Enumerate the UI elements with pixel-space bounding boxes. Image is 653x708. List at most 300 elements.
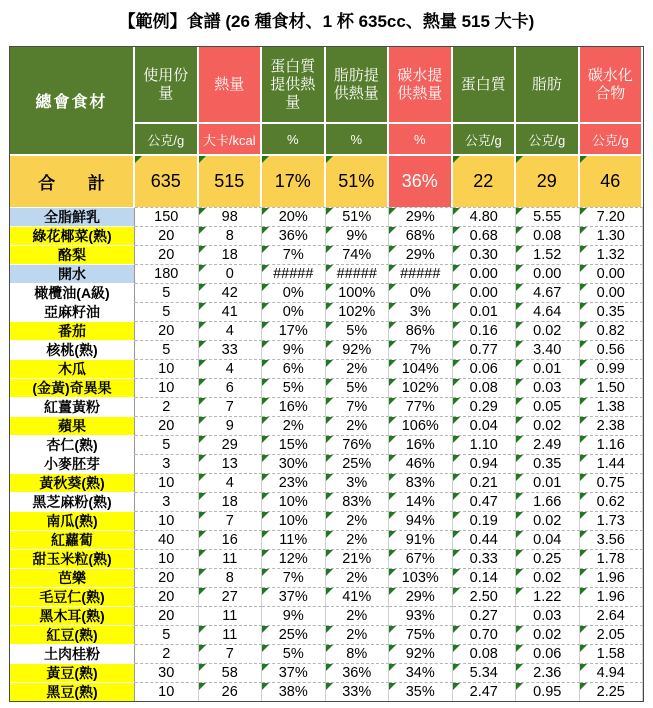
value-cell: 0%	[262, 302, 326, 321]
value-cell: 2	[135, 644, 199, 663]
header-fat-energy-pct: 脂肪提供熱量	[326, 47, 390, 122]
value-cell: 0.95	[516, 682, 580, 701]
total-value: 51%	[326, 154, 390, 207]
comment-marker	[389, 303, 396, 310]
value-cell: 21%	[326, 549, 390, 568]
value-cell: 20	[135, 416, 199, 435]
food-name-cell: 紅豆(熟)	[10, 625, 135, 644]
comment-marker	[199, 683, 206, 690]
comment-marker	[453, 683, 460, 690]
comment-marker	[326, 493, 333, 500]
comment-marker	[453, 493, 460, 500]
value-cell: 0.29	[453, 397, 517, 416]
comment-marker	[516, 398, 523, 405]
value-cell: 42	[199, 283, 263, 302]
comment-marker	[516, 284, 523, 291]
comment-marker	[580, 246, 587, 253]
food-name-cell: 綠花椰菜(熟)	[10, 226, 135, 245]
comment-marker	[453, 227, 460, 234]
value-cell: 1.52	[516, 245, 580, 264]
comment-marker	[516, 156, 523, 163]
comment-marker	[453, 303, 460, 310]
value-cell: 0	[199, 264, 263, 283]
comment-marker	[389, 417, 396, 424]
value-cell: 92%	[326, 340, 390, 359]
food-name-cell: 黃豆(熟)	[10, 663, 135, 682]
unit-carb-energy-pct: %	[389, 122, 453, 154]
comment-marker	[199, 379, 206, 386]
comment-marker	[262, 436, 269, 443]
value-cell: 6	[199, 378, 263, 397]
comment-marker	[389, 208, 396, 215]
value-cell: 9	[199, 416, 263, 435]
unit-protein-energy-pct: %	[262, 122, 326, 154]
comment-marker	[262, 265, 269, 272]
value-cell: 1.66	[516, 492, 580, 511]
value-cell: 0.02	[516, 625, 580, 644]
comment-marker	[580, 284, 587, 291]
comment-marker	[580, 360, 587, 367]
value-cell: 26	[199, 682, 263, 701]
header-carb-energy-pct: 碳水提供熱量	[389, 47, 453, 122]
comment-marker	[453, 322, 460, 329]
value-cell: 106%	[389, 416, 453, 435]
comment-marker	[262, 398, 269, 405]
comment-marker	[580, 569, 587, 576]
value-cell: 0.02	[516, 321, 580, 340]
food-name-cell: 南瓜(熟)	[10, 511, 135, 530]
comment-marker	[389, 531, 396, 538]
unit-portion: 公克/g	[135, 122, 199, 154]
value-cell: 3%	[326, 473, 390, 492]
comment-marker	[389, 436, 396, 443]
value-cell: 2.25	[580, 682, 644, 701]
comment-marker	[326, 474, 333, 481]
food-name-cell: 黑芝麻粉(熟)	[10, 492, 135, 511]
food-name-cell: 紅薑黃粉	[10, 397, 135, 416]
comment-marker	[326, 208, 333, 215]
comment-marker	[516, 246, 523, 253]
value-cell: 10	[135, 473, 199, 492]
value-cell: 2.64	[580, 606, 644, 625]
total-value: 29	[516, 154, 580, 207]
value-cell: 10	[135, 549, 199, 568]
value-cell: 77%	[389, 397, 453, 416]
value-cell: 2.47	[453, 682, 517, 701]
value-cell: 20	[135, 606, 199, 625]
value-cell: 2%	[326, 511, 390, 530]
unit-protein: 公克/g	[453, 122, 517, 154]
value-cell: 98	[199, 207, 263, 226]
value-cell: 0.44	[453, 530, 517, 549]
comment-marker	[199, 645, 206, 652]
value-cell: 20	[135, 568, 199, 587]
food-name-cell: 杏仁(熟)	[10, 435, 135, 454]
value-cell: 9%	[326, 226, 390, 245]
comment-marker	[262, 645, 269, 652]
comment-marker	[516, 208, 523, 215]
comment-marker	[326, 436, 333, 443]
value-cell: 10%	[262, 492, 326, 511]
comment-marker	[516, 626, 523, 633]
comment-marker	[262, 417, 269, 424]
value-cell: 0.33	[453, 549, 517, 568]
comment-marker	[516, 322, 523, 329]
comment-marker	[580, 303, 587, 310]
value-cell: 5	[135, 435, 199, 454]
value-cell: 33	[199, 340, 263, 359]
value-cell: 7%	[262, 245, 326, 264]
comment-marker	[326, 417, 333, 424]
comment-marker	[262, 208, 269, 215]
comment-marker	[453, 664, 460, 671]
value-cell: 75%	[389, 625, 453, 644]
comment-marker	[326, 322, 333, 329]
value-cell: 67%	[389, 549, 453, 568]
food-name-cell: 酪梨	[10, 245, 135, 264]
comment-marker	[389, 474, 396, 481]
value-cell: 23%	[262, 473, 326, 492]
comment-marker	[199, 227, 206, 234]
value-cell: 25%	[326, 454, 390, 473]
value-cell: 1.16	[580, 435, 644, 454]
value-cell: 7	[199, 397, 263, 416]
comment-marker	[135, 156, 142, 163]
value-cell: 0.01	[516, 473, 580, 492]
value-cell: 25%	[262, 625, 326, 644]
comment-marker	[580, 208, 587, 215]
value-cell: #####	[389, 264, 453, 283]
food-name-cell: (金黃)奇異果	[10, 378, 135, 397]
value-cell: 2	[135, 397, 199, 416]
comment-marker	[199, 493, 206, 500]
comment-marker	[199, 303, 206, 310]
comment-marker	[580, 550, 587, 557]
value-cell: 1.22	[516, 587, 580, 606]
value-cell: 0.08	[453, 378, 517, 397]
comment-marker	[199, 398, 206, 405]
value-cell: 6%	[262, 359, 326, 378]
value-cell: 0.01	[453, 302, 517, 321]
header-portion: 使用份量	[135, 47, 199, 122]
value-cell: 0.35	[580, 302, 644, 321]
comment-marker	[580, 417, 587, 424]
header-food-column: 總會食材	[10, 47, 135, 154]
comment-marker	[199, 550, 206, 557]
value-cell: 30%	[262, 454, 326, 473]
comment-marker	[516, 664, 523, 671]
value-cell: 20	[135, 226, 199, 245]
value-cell: 5%	[326, 378, 390, 397]
comment-marker	[262, 588, 269, 595]
value-cell: 34%	[389, 663, 453, 682]
comment-marker	[389, 512, 396, 519]
value-cell: 2%	[326, 359, 390, 378]
comment-marker	[389, 398, 396, 405]
value-cell: 0.35	[516, 454, 580, 473]
comment-marker	[389, 246, 396, 253]
value-cell: 0.30	[453, 245, 517, 264]
comment-marker	[516, 227, 523, 234]
value-cell: 91%	[389, 530, 453, 549]
comment-marker	[326, 626, 333, 633]
value-cell: 11%	[262, 530, 326, 549]
value-cell: 1.30	[580, 226, 644, 245]
comment-marker	[262, 512, 269, 519]
value-cell: 16	[199, 530, 263, 549]
comment-marker	[516, 341, 523, 348]
food-name-cell: 木瓜	[10, 359, 135, 378]
food-name-cell: 蘋果	[10, 416, 135, 435]
value-cell: 0.68	[453, 226, 517, 245]
value-cell: 83%	[326, 492, 390, 511]
comment-marker	[326, 379, 333, 386]
value-cell: 16%	[389, 435, 453, 454]
comment-marker	[199, 455, 206, 462]
comment-marker	[326, 683, 333, 690]
header-protein: 蛋白質	[453, 47, 517, 122]
comment-marker	[580, 322, 587, 329]
value-cell: 0.06	[453, 359, 517, 378]
comment-marker	[516, 493, 523, 500]
comment-marker	[326, 341, 333, 348]
comment-marker	[199, 265, 206, 272]
value-cell: 0.94	[453, 454, 517, 473]
value-cell: 2.36	[516, 663, 580, 682]
food-name-cell: 毛豆仁(熟)	[10, 587, 135, 606]
comment-marker	[326, 246, 333, 253]
value-cell: 0.03	[516, 378, 580, 397]
value-cell: 11	[199, 606, 263, 625]
value-cell: 7%	[326, 397, 390, 416]
comment-marker	[580, 493, 587, 500]
value-cell: 13	[199, 454, 263, 473]
value-cell: 0.05	[516, 397, 580, 416]
value-cell: 29%	[389, 587, 453, 606]
comment-marker	[453, 455, 460, 462]
comment-marker	[326, 398, 333, 405]
value-cell: 1.58	[580, 644, 644, 663]
comment-marker	[199, 208, 206, 215]
food-name-cell: 橄欖油(A級)	[10, 283, 135, 302]
value-cell: 5	[135, 340, 199, 359]
value-cell: 76%	[326, 435, 390, 454]
unit-carb: 公克/g	[580, 122, 644, 154]
food-name-cell: 土肉桂粉	[10, 644, 135, 663]
comment-marker	[580, 265, 587, 272]
comment-marker	[389, 626, 396, 633]
comment-marker	[262, 683, 269, 690]
comment-marker	[389, 455, 396, 462]
comment-marker	[389, 683, 396, 690]
comment-marker	[389, 322, 396, 329]
comment-marker	[199, 436, 206, 443]
total-value: 635	[135, 154, 199, 207]
total-value: 515	[199, 154, 263, 207]
food-name-cell: 番茄	[10, 321, 135, 340]
value-cell: 74%	[326, 245, 390, 264]
comment-marker	[453, 156, 460, 163]
value-cell: 4.64	[516, 302, 580, 321]
value-cell: 10	[135, 359, 199, 378]
value-cell: 0.04	[516, 530, 580, 549]
comment-marker	[580, 588, 587, 595]
comment-marker	[580, 156, 587, 163]
value-cell: 4	[199, 359, 263, 378]
value-cell: 68%	[389, 226, 453, 245]
value-cell: 35%	[389, 682, 453, 701]
comment-marker	[580, 626, 587, 633]
comment-marker	[516, 303, 523, 310]
value-cell: 7	[199, 511, 263, 530]
comment-marker	[262, 303, 269, 310]
comment-marker	[580, 664, 587, 671]
comment-marker	[199, 360, 206, 367]
value-cell: 0.00	[580, 264, 644, 283]
header-protein-energy-pct: 蛋白質提供熱量	[262, 47, 326, 122]
value-cell: 36%	[326, 663, 390, 682]
value-cell: 2.05	[580, 625, 644, 644]
comment-marker	[516, 588, 523, 595]
comment-marker	[453, 436, 460, 443]
comment-marker	[326, 227, 333, 234]
header-fat: 脂肪	[516, 47, 580, 122]
value-cell: 8	[199, 226, 263, 245]
food-name-cell: 紅蘿蔔	[10, 530, 135, 549]
value-cell: 0%	[262, 283, 326, 302]
total-value: 36%	[389, 154, 453, 207]
comment-marker	[199, 322, 206, 329]
comment-marker	[262, 455, 269, 462]
comment-marker	[199, 284, 206, 291]
comment-marker	[389, 379, 396, 386]
food-name-cell: 甜玉米粒(熟)	[10, 549, 135, 568]
value-cell: 3	[135, 492, 199, 511]
value-cell: 29%	[389, 207, 453, 226]
value-cell: 7%	[389, 340, 453, 359]
comment-marker	[262, 626, 269, 633]
value-cell: 0.14	[453, 568, 517, 587]
comment-marker	[199, 664, 206, 671]
header-carb: 碳水化合物	[580, 47, 644, 122]
value-cell: 2.50	[453, 587, 517, 606]
comment-marker	[453, 531, 460, 538]
value-cell: 3.56	[580, 530, 644, 549]
comment-marker	[389, 550, 396, 557]
value-cell: 0.19	[453, 511, 517, 530]
value-cell: 1.38	[580, 397, 644, 416]
value-cell: 93%	[389, 606, 453, 625]
value-cell: 20	[135, 245, 199, 264]
value-cell: #####	[262, 264, 326, 283]
food-name-cell: 黑木耳(熟)	[10, 606, 135, 625]
value-cell: 15%	[262, 435, 326, 454]
total-label: 合 計	[10, 154, 135, 207]
comment-marker	[326, 550, 333, 557]
comment-marker	[262, 227, 269, 234]
page-title: 【範例】食譜 (26 種食材、1 杯 635cc、熱量 515 大卡)	[118, 12, 535, 31]
comment-marker	[516, 436, 523, 443]
total-value: 17%	[262, 154, 326, 207]
value-cell: 2%	[326, 530, 390, 549]
value-cell: 83%	[389, 473, 453, 492]
value-cell: 1.10	[453, 435, 517, 454]
value-cell: 94%	[389, 511, 453, 530]
comment-marker	[516, 531, 523, 538]
food-name-cell: 全脂鮮乳	[10, 207, 135, 226]
comment-marker	[262, 550, 269, 557]
value-cell: 0.82	[580, 321, 644, 340]
value-cell: 103%	[389, 568, 453, 587]
value-cell: 0.47	[453, 492, 517, 511]
comment-marker	[580, 398, 587, 405]
value-cell: 2%	[262, 416, 326, 435]
comment-marker	[262, 569, 269, 576]
comment-marker	[580, 227, 587, 234]
value-cell: 46%	[389, 454, 453, 473]
value-cell: 3%	[389, 302, 453, 321]
comment-marker	[580, 531, 587, 538]
header-energy: 熱量	[199, 47, 263, 122]
value-cell: 41	[199, 302, 263, 321]
comment-marker	[389, 664, 396, 671]
comment-marker	[326, 265, 333, 272]
value-cell: 3	[135, 454, 199, 473]
comment-marker	[326, 284, 333, 291]
value-cell: 4.94	[580, 663, 644, 682]
food-name-cell: 黃秋葵(熟)	[10, 473, 135, 492]
comment-marker	[262, 360, 269, 367]
value-cell: 0.75	[580, 473, 644, 492]
value-cell: 4.67	[516, 283, 580, 302]
comment-marker	[389, 227, 396, 234]
comment-marker	[516, 645, 523, 652]
comment-marker	[199, 246, 206, 253]
value-cell: 0.99	[580, 359, 644, 378]
comment-marker	[199, 341, 206, 348]
value-cell: 27	[199, 587, 263, 606]
comment-marker	[580, 474, 587, 481]
value-cell: 7.20	[580, 207, 644, 226]
value-cell: 41%	[326, 587, 390, 606]
comment-marker	[516, 417, 523, 424]
comment-marker	[453, 341, 460, 348]
comment-marker	[453, 474, 460, 481]
unit-energy: 大卡/kcal	[199, 122, 263, 154]
comment-marker	[580, 683, 587, 690]
comment-marker	[389, 360, 396, 367]
value-cell: 36%	[262, 226, 326, 245]
comment-marker	[453, 588, 460, 595]
value-cell: 5.55	[516, 207, 580, 226]
value-cell: 0.62	[580, 492, 644, 511]
value-cell: 30	[135, 663, 199, 682]
comment-marker	[326, 360, 333, 367]
comment-marker	[199, 626, 206, 633]
value-cell: 0.02	[516, 568, 580, 587]
comment-marker	[326, 455, 333, 462]
comment-marker	[453, 398, 460, 405]
comment-marker	[580, 341, 587, 348]
value-cell: 0.00	[516, 264, 580, 283]
comment-marker	[262, 284, 269, 291]
comment-marker	[516, 512, 523, 519]
value-cell: 2%	[326, 416, 390, 435]
comment-marker	[326, 512, 333, 519]
comment-marker	[516, 683, 523, 690]
value-cell: 2.38	[580, 416, 644, 435]
value-cell: 40	[135, 530, 199, 549]
